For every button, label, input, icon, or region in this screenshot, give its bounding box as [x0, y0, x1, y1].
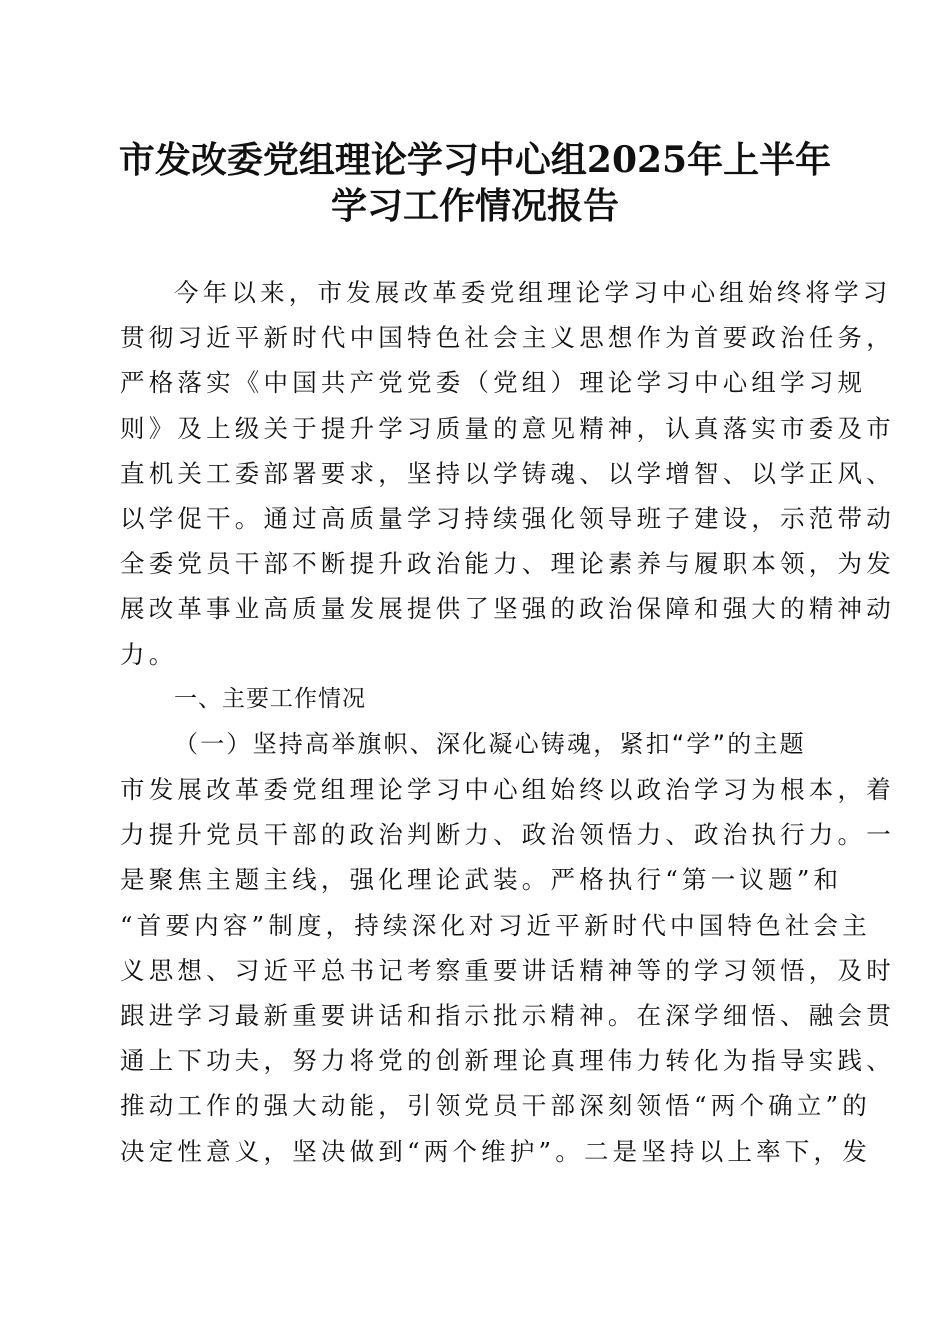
subsection-heading: （一）坚持高举旗帜、深化凝心铸魂，紧扣“学”的主题: [174, 729, 806, 758]
document-title-line-1: 市发改委党组理论学习中心组2025年上半年: [118, 139, 832, 181]
paragraph-line: 则》及上级关于提升学习质量的意见精神，认真落实市委及市: [120, 413, 895, 443]
paragraph-line: 贯彻习近平新时代中国特色社会主义思想作为首要政治任务，: [120, 323, 895, 353]
document-body: [120, 270, 895, 1174]
paragraph-line: 力提升党员干部的政治判断力、政治领悟力、政治执行力。一: [120, 820, 895, 850]
paragraph-line: 推动工作的强大动能，引领党员干部深刻领悟“两个确立”的: [120, 1091, 871, 1121]
paragraph-line: 直机关工委部署要求，坚持以学铸魂、以学增智、以学正风、: [120, 458, 895, 488]
paragraph-line: 是聚焦主题主线，强化理论武装。严格执行“第一议题”和: [120, 865, 843, 895]
paragraph-line: 展改革事业高质量发展提供了坚强的政治保障和强大的精神动: [120, 594, 895, 624]
paragraph-line: 通上下功夫，努力将党的创新理论真理伟力转化为指导实践、: [120, 1046, 895, 1076]
paragraph-line: 严格落实《中国共产党党委（党组）理论学习中心组学习规: [120, 368, 867, 398]
document-title-line-2: 学习工作情况报告: [330, 185, 619, 227]
paragraph-line: 决定性意义，坚决做到“两个维护”。二是坚持以上率下，发: [120, 1136, 871, 1166]
paragraph-line: 力。: [120, 639, 178, 669]
paragraph-line: “首要内容”制度，持续深化对习近平新时代中国特色社会主: [120, 910, 871, 940]
paragraph-line: 今年以来，市发展改革委党组理论学习中心组始终将学习: [174, 278, 892, 307]
paragraph-line: 跟进学习最新重要讲话和指示批示精神。在深学细悟、融会贯: [120, 1001, 895, 1030]
section-heading: 一、主要工作情况: [174, 685, 366, 712]
paragraph-line: 义思想、习近平总书记考察重要讲话精神等的学习领悟，及时: [120, 955, 895, 985]
paragraph-line: 以学促干。通过高质量学习持续强化领导班子建设，示范带动: [120, 503, 895, 533]
paragraph-line: 市发展改革委党组理论学习中心组始终以政治学习为根本，着: [120, 775, 895, 805]
paragraph-line: 全委党员干部不断提升政治能力、理论素养与履职本领，为发: [120, 549, 895, 579]
